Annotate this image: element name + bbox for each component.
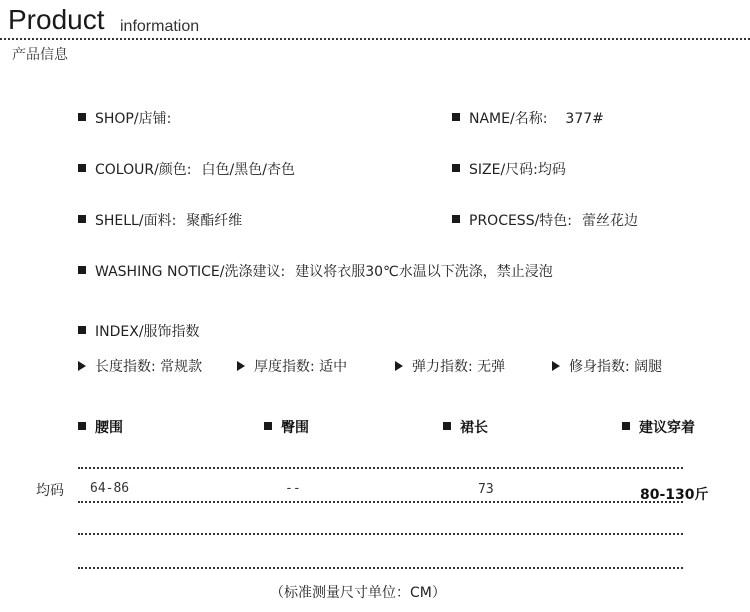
page-subtitle: information [120, 18, 200, 35]
index-item-thickness [237, 356, 347, 376]
bullet-square-icon [622, 422, 630, 430]
table-divider [78, 567, 683, 569]
triangle-right-icon [237, 361, 245, 371]
cell-hip: -- [285, 481, 301, 496]
header-text: 建议穿着 [639, 420, 695, 436]
index-item-length [78, 356, 202, 376]
spec-washing [78, 261, 553, 281]
index-label: INDEX/服饰指数 [95, 324, 200, 340]
header-divider [0, 38, 750, 40]
table-header-waist [78, 417, 123, 437]
table-divider [78, 501, 683, 503]
triangle-right-icon [78, 361, 86, 371]
index-item-text: 厚度指数: 适中 [254, 359, 348, 375]
table-header-suggested [622, 417, 695, 437]
bullet-square-icon [78, 215, 86, 223]
shell-label: SHELL/面料: [95, 213, 177, 229]
triangle-right-icon [552, 361, 560, 371]
spec-size [452, 159, 566, 179]
cell-suggested: 80-130斤 [640, 487, 709, 503]
page-title: Product [8, 4, 105, 35]
bullet-square-icon [452, 164, 460, 172]
spec-shell [78, 210, 242, 230]
bullet-square-icon [443, 422, 451, 430]
bullet-square-icon [78, 266, 86, 274]
shop-label: SHOP/店铺: [95, 111, 172, 127]
table-divider [78, 533, 683, 535]
header-text: 腰围 [95, 420, 123, 436]
index-item-text: 弹力指数: 无弹 [412, 359, 506, 375]
index-item-text: 长度指数: 常规款 [95, 359, 203, 375]
index-heading [78, 321, 200, 341]
spec-name [452, 108, 604, 128]
page-title-chinese: 产品信息 [12, 47, 68, 63]
triangle-right-icon [395, 361, 403, 371]
bullet-square-icon [264, 422, 272, 430]
name-label: NAME/名称: [469, 111, 548, 127]
index-item-fit [552, 356, 662, 376]
spec-shop [78, 108, 171, 128]
index-item-text: 修身指数: 阔腿 [569, 359, 663, 375]
spec-process [452, 210, 638, 230]
index-item-elasticity [395, 356, 505, 376]
header-text: 臀围 [281, 420, 309, 436]
colour-label: COLOUR/颜色: [95, 162, 192, 178]
table-header-length [443, 417, 488, 437]
washing-value: 建议将衣服30℃水温以下洗涤，禁止浸泡 [295, 264, 553, 280]
bullet-square-icon [78, 113, 86, 121]
process-value: 蕾丝花边 [582, 213, 639, 229]
size-value: 均码 [537, 162, 566, 178]
header-text: 裙长 [460, 420, 488, 436]
bullet-square-icon [452, 215, 460, 223]
bullet-square-icon [78, 164, 86, 172]
bullet-square-icon [452, 113, 460, 121]
cell-length: 73 [478, 482, 494, 497]
table-row-label: 均码 [36, 483, 64, 499]
table-divider [78, 467, 683, 469]
size-label: SIZE/尺码: [469, 162, 538, 178]
bullet-square-icon [78, 422, 86, 430]
table-header-hip [264, 417, 309, 437]
bullet-square-icon [78, 326, 86, 334]
cell-waist: 64-86 [90, 481, 130, 496]
washing-label: WASHING NOTICE/洗涤建议: [95, 264, 286, 280]
colour-value: 白色/黑色/杏色 [201, 162, 295, 178]
shell-value: 聚酯纤维 [186, 213, 243, 229]
unit-note: （标准测量尺寸单位：CM） [270, 585, 446, 601]
spec-colour [78, 159, 295, 179]
name-value: 377# [565, 111, 604, 127]
process-label: PROCESS/特色: [469, 213, 573, 229]
